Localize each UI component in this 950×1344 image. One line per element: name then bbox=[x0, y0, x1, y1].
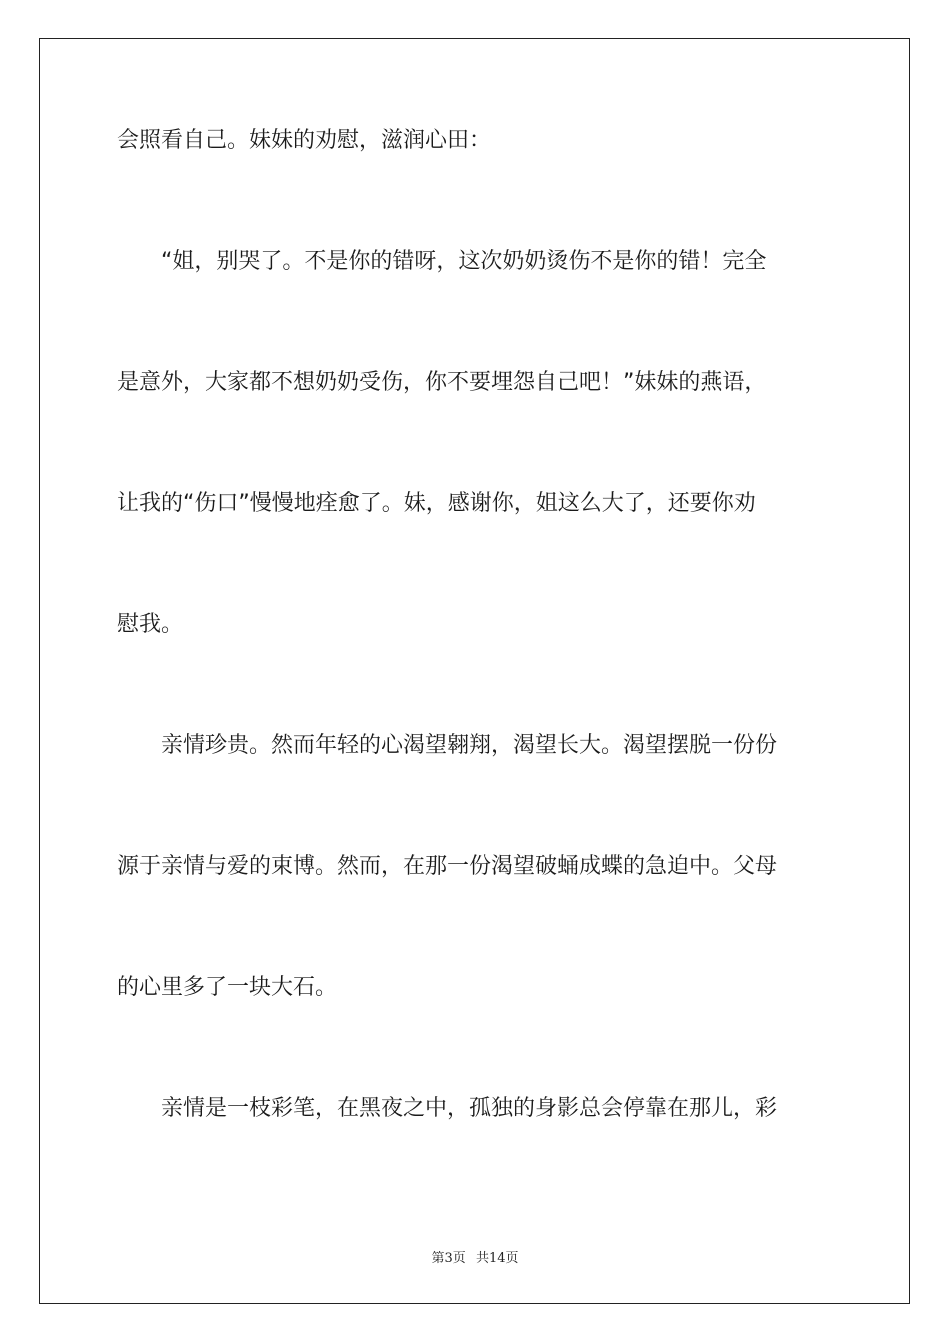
text-line: 是意外，大家都不想奶奶受伤，你不要埋怨自己吧！”妹妹的燕语， bbox=[117, 370, 767, 395]
text-line: 让我的“伤口”慢慢地痊愈了。妹，感谢你，姐这么大了，还要你劝 bbox=[117, 491, 756, 516]
page-footer bbox=[0, 1247, 950, 1266]
text-line: 会照看自己。妹妹的劝慰，滋润心田： bbox=[117, 128, 492, 153]
text-line: 的心里多了一块大石。 bbox=[117, 975, 338, 1000]
document-body bbox=[117, 120, 833, 1129]
text-line: 慰我。 bbox=[117, 612, 184, 637]
text-line: 亲情是一枝彩笔，在黑夜之中，孤独的身影总会停靠在那儿，彩 bbox=[117, 1096, 778, 1121]
text-line: “姐，别哭了。不是你的错呀，这次奶奶烫伤不是你的错！完全 bbox=[117, 249, 767, 274]
text-line: 亲情珍贵。然而年轻的心渴望翱翔，渴望长大。渴望摆脱一份份 bbox=[117, 733, 778, 758]
page-total: 共14页 bbox=[475, 1251, 519, 1266]
text-line: 源于亲情与爱的束博。然而，在那一份渴望破蛹成蝶的急迫中。父母 bbox=[117, 854, 778, 879]
page-number: 第3页 bbox=[431, 1251, 466, 1266]
